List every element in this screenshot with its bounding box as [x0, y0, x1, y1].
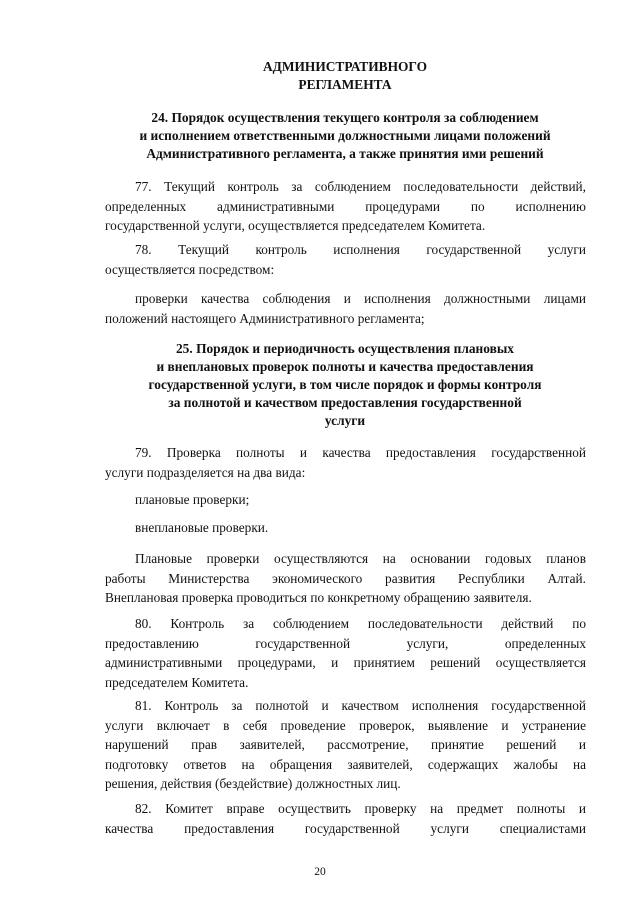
section-25-heading	[100, 340, 590, 430]
paragraph-82	[105, 799, 586, 838]
text-line: 78. Текущий контроль исполнения государственной услуги	[135, 242, 586, 257]
text-line: административными процедурами, и принятием решений осуществляется	[105, 655, 586, 670]
text-line: председателем Комитета.	[105, 674, 249, 690]
text-line: плановые проверки;	[135, 492, 250, 507]
paragraph-79-details	[105, 549, 586, 608]
title-line: РЕГЛАМЕНТА	[298, 77, 392, 92]
heading-line: 25. Порядок и периодичность осуществления плановых	[175, 341, 515, 356]
text-line: 79. Проверка полноты и качества предоставления государственной	[135, 445, 586, 460]
text-line: качества предоставления государственной услуги специалистами	[105, 820, 586, 836]
text-line: внеплановые проверки.	[135, 520, 269, 535]
text-line: определенных административными процедурами по исполнению	[105, 198, 586, 214]
text-line: решения, действия (бездействие) должностных лиц.	[105, 776, 401, 791]
document-title	[100, 58, 590, 94]
paragraph-79-planned	[105, 490, 586, 510]
section-24-heading	[100, 109, 590, 163]
page-number: 20	[314, 866, 326, 878]
heading-line: и внеплановых проверок полноты и качества предоставления	[156, 359, 534, 374]
title-line: АДМИНИСТРАТИВНОГО	[262, 59, 428, 74]
paragraph-79	[105, 443, 586, 482]
text-line: проверки качества соблюдения и исполнения должностными лицами	[135, 291, 586, 306]
heading-line: услуги	[324, 413, 366, 428]
heading-line: за полнотой и качеством предоставления государственной	[168, 395, 522, 410]
text-line: положений настоящего Административного регламента;	[105, 310, 425, 326]
paragraph-77	[105, 177, 586, 236]
text-line: 80. Контроль за соблюдением последовательности действий по	[135, 616, 586, 631]
paragraph-80	[105, 614, 586, 692]
text-line: подготовку ответов на обращения заявителей, содержащих жалобы на	[105, 756, 586, 772]
paragraph-78-item	[105, 289, 586, 328]
text-line: Плановые проверки осуществляются на основании годовых планов	[135, 551, 586, 566]
text-line: 81. Контроль за полнотой и качеством исполнения государственной	[135, 698, 586, 713]
text-line: работы Министерства экономического развития Республики Алтай.	[105, 570, 586, 586]
text-line: нарушений прав заявителей, рассмотрение, принятие решений и	[105, 737, 586, 752]
heading-line: государственной услуги, в том числе порядок и формы контроля	[148, 377, 542, 392]
paragraph-79-unplanned	[105, 518, 586, 538]
text-line: государственной услуги, осуществляется председателем Комитета.	[105, 218, 486, 233]
text-line: предоставлению государственной услуги, определенных	[105, 635, 586, 651]
paragraph-78	[105, 240, 586, 279]
heading-line: Административного регламента, а также принятия ими решений	[146, 146, 544, 161]
paragraph-81	[105, 696, 586, 794]
text-line: Внеплановая проверка проводиться по конкретному обращению заявителя.	[105, 590, 532, 605]
heading-line: и исполнением ответственными должностными лицами положений	[139, 128, 551, 143]
text-line: осуществляется посредством:	[105, 261, 275, 277]
text-line: услуги включает в себя проведение проверок, выявление и устранение	[105, 717, 586, 733]
text-line: 82. Комитет вправе осуществить проверку на предмет полноты и	[135, 801, 586, 816]
text-line: услуги подразделяется на два вида:	[105, 464, 306, 480]
heading-line: 24. Порядок осуществления текущего контроля за соблюдением	[151, 110, 539, 125]
text-line: 77. Текущий контроль за соблюдением последовательности действий,	[135, 179, 586, 194]
